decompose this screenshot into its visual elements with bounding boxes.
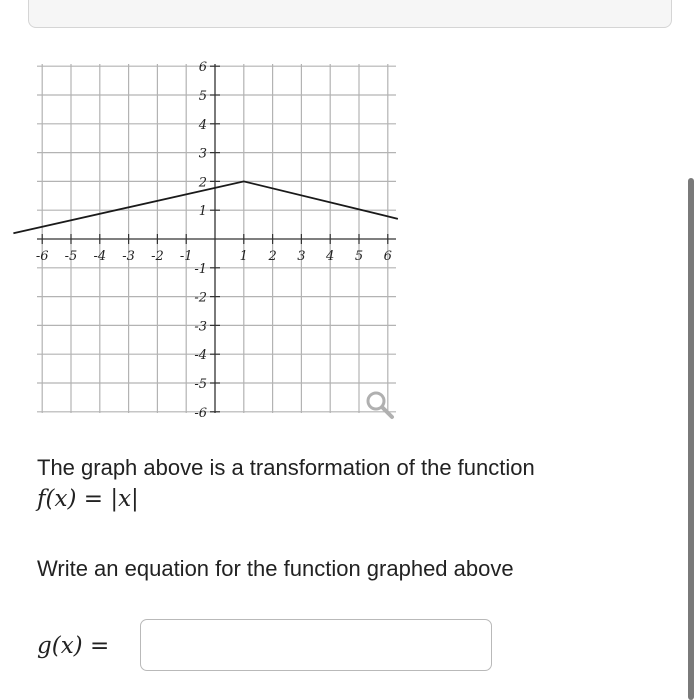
y-tick-label: -3 (194, 319, 207, 335)
graph-tick-labels (36, 60, 392, 421)
y-tick-label: 5 (198, 89, 207, 104)
question-instruction: Write an equation for the function graphed above (37, 556, 514, 581)
y-tick-label: -6 (194, 405, 207, 421)
y-tick-label: 2 (198, 175, 207, 191)
parent-function: f(x) = |x| (37, 486, 139, 512)
x-tick-label: 3 (297, 249, 306, 264)
x-tick-label: -1 (179, 249, 193, 264)
graph-axes (37, 64, 396, 413)
question-prompt: The graph above is a transformation of the function (37, 455, 535, 480)
x-tick-label: -4 (93, 249, 107, 264)
x-tick-label: 4 (326, 249, 335, 264)
y-tick-label: 3 (198, 146, 207, 162)
x-tick-label: 6 (383, 249, 392, 264)
y-tick-label: -4 (194, 348, 207, 364)
scrollbar[interactable] (688, 178, 694, 700)
x-tick-label: 2 (268, 249, 277, 264)
x-tick-label: -5 (64, 249, 78, 264)
answer-input[interactable] (140, 619, 492, 671)
answer-label: g(x) = (37, 633, 110, 659)
x-tick-label: -6 (35, 249, 49, 264)
y-tick-label: 6 (198, 60, 207, 76)
y-tick-label: -1 (194, 261, 207, 277)
x-tick-label: -3 (122, 249, 135, 264)
y-tick-label: -5 (194, 377, 207, 392)
y-tick-label: -2 (194, 290, 207, 306)
y-tick-label: 1 (198, 204, 207, 220)
x-tick-label: 5 (354, 249, 364, 264)
x-tick-label: -2 (151, 249, 164, 264)
x-tick-label: 1 (239, 249, 248, 264)
magnifier-icon[interactable] (365, 390, 395, 420)
y-tick-label: 4 (198, 117, 207, 133)
